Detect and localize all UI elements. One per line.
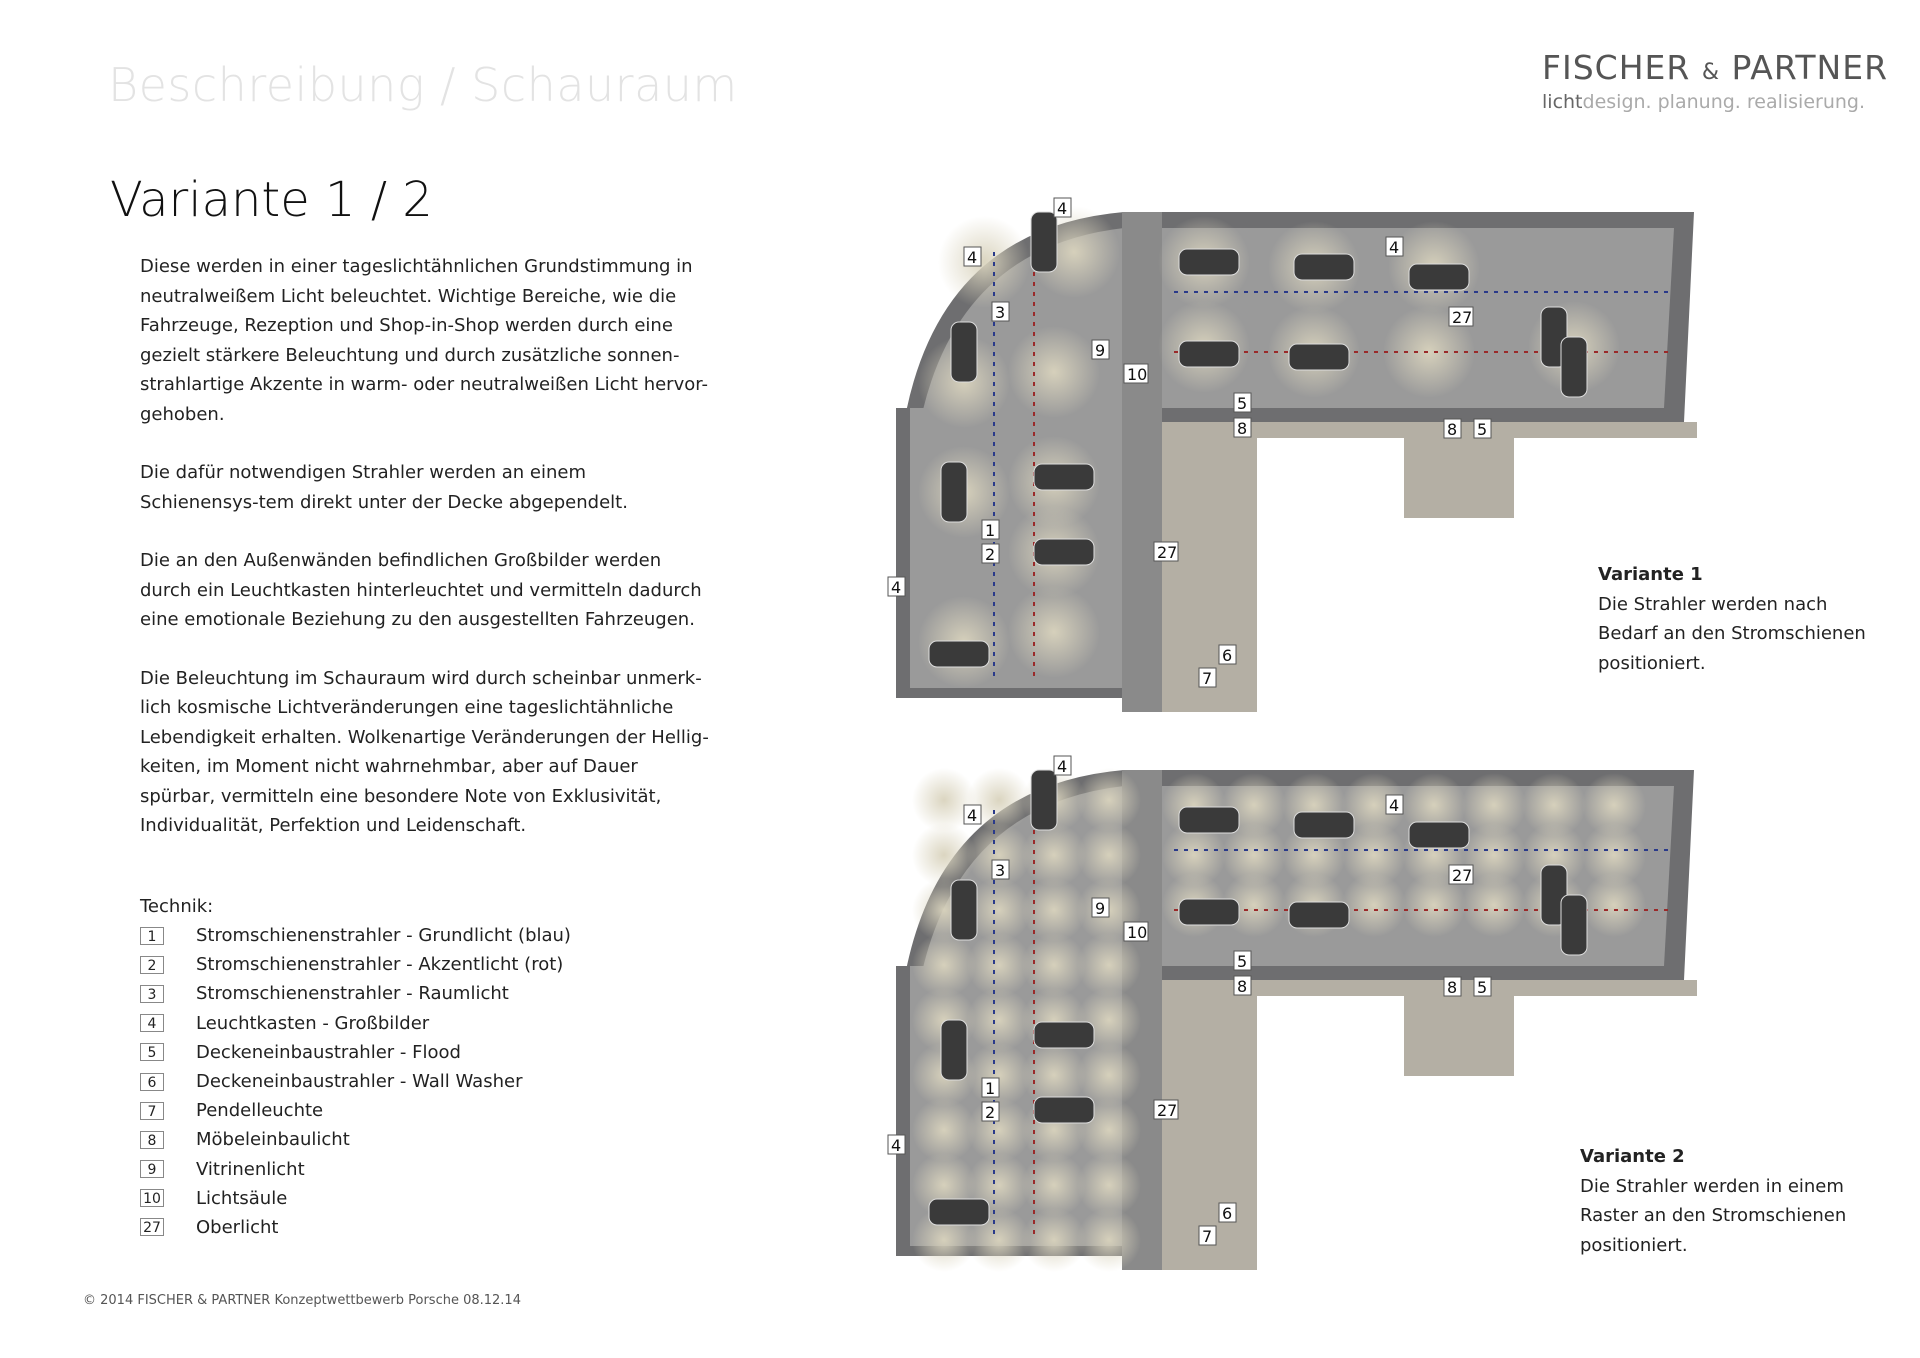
car	[1561, 337, 1587, 397]
plan-label: 27	[1452, 866, 1473, 885]
light-pool	[1077, 768, 1141, 832]
paragraph: Diese werden in einer tageslichtähnlichen Grundstimmung in neutralweißem Licht beleuchtet. Wichtige Bereiche, wie die Fahrzeuge, Rezeption und Shop-in-Shop werden durch eine gezielt stärkere Beleuchtung und durch zusätzliche sonnen-strahlartige Akzente in warm- oder neutralweißen Licht hervor-gehoben.	[140, 256, 708, 425]
car	[951, 880, 977, 940]
light-pool	[1022, 823, 1086, 887]
light-pool	[1008, 586, 1100, 678]
plan-label: 5	[1477, 978, 1488, 997]
car	[941, 462, 967, 522]
car	[1289, 344, 1349, 370]
car	[1034, 1022, 1094, 1048]
footer-copyright: © 2014 FISCHER & PARTNER Konzeptwettbewerb Porsche 08.12.14	[83, 1293, 521, 1308]
legend-number: 7	[140, 1102, 164, 1120]
legend-number: 6	[140, 1073, 164, 1091]
plan-label: 6	[1222, 1204, 1233, 1223]
car	[1031, 770, 1057, 830]
plan-label: 4	[1057, 757, 1068, 776]
plan-label: 2	[985, 545, 996, 564]
light-pool	[1077, 823, 1141, 887]
legend-item	[140, 1096, 571, 1125]
plan-label: 10	[1127, 923, 1148, 942]
plan-label: 3	[995, 303, 1006, 322]
description-text	[140, 252, 710, 870]
light-pool	[1022, 1208, 1086, 1272]
car	[941, 1020, 967, 1080]
plan-label: 27	[1157, 543, 1178, 562]
legend-number: 27	[140, 1218, 164, 1236]
legend-item	[140, 1213, 571, 1242]
logo-tagline: lichtdesign. planung. realisierung.	[1542, 91, 1866, 113]
plan-label: 1	[985, 521, 996, 540]
car	[951, 322, 977, 382]
car	[1289, 902, 1349, 928]
car	[1179, 899, 1239, 925]
legend-label: Leuchtkasten - Großbilder	[196, 1012, 430, 1034]
legend-item	[140, 1067, 571, 1096]
technik-title: Technik:	[140, 896, 214, 917]
car	[1179, 249, 1239, 275]
legend-item	[140, 979, 571, 1008]
variant-1-title: Variante 1	[1598, 564, 1703, 585]
plan-label: 27	[1157, 1101, 1178, 1120]
logo-name: FISCHER & PARTNER	[1542, 48, 1888, 87]
plan-label: 7	[1202, 669, 1213, 688]
paragraph: Die dafür notwendigen Strahler werden an einem Schienensys-tem direkt unter der Decke abgependelt.	[140, 462, 628, 513]
car	[1034, 464, 1094, 490]
variant-2-title: Variante 2	[1580, 1146, 1685, 1167]
light-pool	[1022, 1153, 1086, 1217]
plan-label: 5	[1237, 394, 1248, 413]
light-pool	[1077, 1153, 1141, 1217]
legend-number: 9	[140, 1160, 164, 1178]
plan-label: 3	[995, 861, 1006, 880]
legend-item	[140, 921, 571, 950]
legend-item	[140, 1155, 571, 1184]
light-pool	[912, 1098, 976, 1162]
light-pool	[1022, 878, 1086, 942]
technik-legend	[140, 896, 571, 1242]
paragraph: Die an den Außenwänden befindlichen Großbilder werden durch ein Leuchtkasten hinterleuchtet und vermitteln dadurch eine emotionale Beziehung zu den ausgestellten Fahrzeugen.	[140, 550, 702, 630]
light-pool	[1022, 933, 1086, 997]
light-pool	[1342, 873, 1406, 937]
plan-label: 9	[1095, 341, 1106, 360]
car	[1294, 812, 1354, 838]
plan-label: 10	[1127, 365, 1148, 384]
legend-label: Deckeneinbaustrahler - Wall Washer	[196, 1071, 523, 1093]
plan-label: 4	[1389, 238, 1400, 257]
floor-plan-variant-1	[874, 192, 1704, 722]
plan-label: 4	[967, 248, 978, 267]
plan-label: 5	[1477, 420, 1488, 439]
legend-number: 4	[140, 1014, 164, 1032]
plan-label: 4	[967, 806, 978, 825]
car	[1031, 212, 1057, 272]
light-pool	[967, 988, 1031, 1052]
plan-label: 4	[1057, 199, 1068, 218]
plan-label: 6	[1222, 646, 1233, 665]
legend-item	[140, 1184, 571, 1213]
plan-label: 1	[985, 1079, 996, 1098]
car	[1034, 539, 1094, 565]
light-pool	[912, 933, 976, 997]
legend-number: 5	[140, 1043, 164, 1061]
legend-label: Stromschienenstrahler - Akzentlicht (rot)	[196, 954, 564, 976]
legend-label: Möbeleinbaulicht	[196, 1129, 350, 1151]
legend-number: 2	[140, 956, 164, 974]
car	[1179, 341, 1239, 367]
legend-label: Stromschienenstrahler - Grundlicht (blau)	[196, 925, 571, 947]
legend-label: Vitrinenlicht	[196, 1158, 305, 1180]
legend-label: Pendelleuchte	[196, 1100, 324, 1122]
car	[1179, 807, 1239, 833]
plan-label: 5	[1237, 952, 1248, 971]
variant-1-caption: Variante 1 Die Strahler werden nach Bedarf an den Stromschienen positioniert.	[1598, 564, 1866, 674]
legend-label: Stromschienenstrahler - Raumlicht	[196, 983, 509, 1005]
plan-label: 7	[1202, 1227, 1213, 1246]
plan-label: 27	[1452, 308, 1473, 327]
car	[1034, 1097, 1094, 1123]
legend-number: 10	[140, 1189, 164, 1207]
car	[1409, 822, 1469, 848]
plan-label: 4	[891, 1136, 902, 1155]
plan-label: 8	[1237, 977, 1248, 996]
plan-label: 4	[891, 578, 902, 597]
light-pool	[1077, 1208, 1141, 1272]
central-corridor	[1122, 212, 1162, 712]
plan-label: 4	[1389, 796, 1400, 815]
light-pool	[912, 823, 976, 887]
light-pool	[1008, 326, 1100, 418]
paragraph: Die Beleuchtung im Schauraum wird durch scheinbar unmerk-lich kosmische Lichtveränderungen eine tageslichtähnliche Lebendigkeit erhalten. Wolkenartige Veränderungen der Hellig-keiten, im Moment nicht wahrnehmbar, aber auf Dauer spürbar, vermitteln eine besondere Note von Exklusivität, Individualität, Perfektion und Leidenschaft.	[140, 667, 709, 836]
plan-label: 2	[985, 1103, 996, 1122]
variant-heading: Variante 1 / 2	[110, 172, 433, 228]
car	[929, 1199, 989, 1225]
car	[1294, 254, 1354, 280]
legend-item	[140, 1009, 571, 1038]
car	[929, 641, 989, 667]
company-logo	[1542, 48, 1888, 113]
legend-number: 3	[140, 985, 164, 1003]
shop-in-shop	[1404, 438, 1514, 518]
shop-in-shop	[1404, 996, 1514, 1076]
car	[1561, 895, 1587, 955]
legend-label: Lichtsäule	[196, 1187, 288, 1209]
light-pool	[1582, 873, 1646, 937]
legend-item	[140, 1038, 571, 1067]
light-pool	[1077, 933, 1141, 997]
legend-item	[140, 1125, 571, 1154]
plan-label: 8	[1237, 419, 1248, 438]
page-title: Beschreibung / Schauraum	[108, 58, 738, 112]
legend-item	[140, 950, 571, 979]
light-pool	[938, 216, 1030, 308]
variant-2-caption: Variante 2 Die Strahler werden in einem Raster an den Stromschienen positioniert.	[1580, 1146, 1847, 1256]
legend-label: Deckeneinbaustrahler - Flood	[196, 1041, 461, 1063]
plan-label: 8	[1447, 978, 1458, 997]
car	[1409, 264, 1469, 290]
legend-label: Oberlicht	[196, 1216, 279, 1238]
light-pool	[967, 933, 1031, 997]
plan-label: 9	[1095, 899, 1106, 918]
legend-number: 1	[140, 927, 164, 945]
plan-label: 8	[1447, 420, 1458, 439]
legend-number: 8	[140, 1131, 164, 1149]
